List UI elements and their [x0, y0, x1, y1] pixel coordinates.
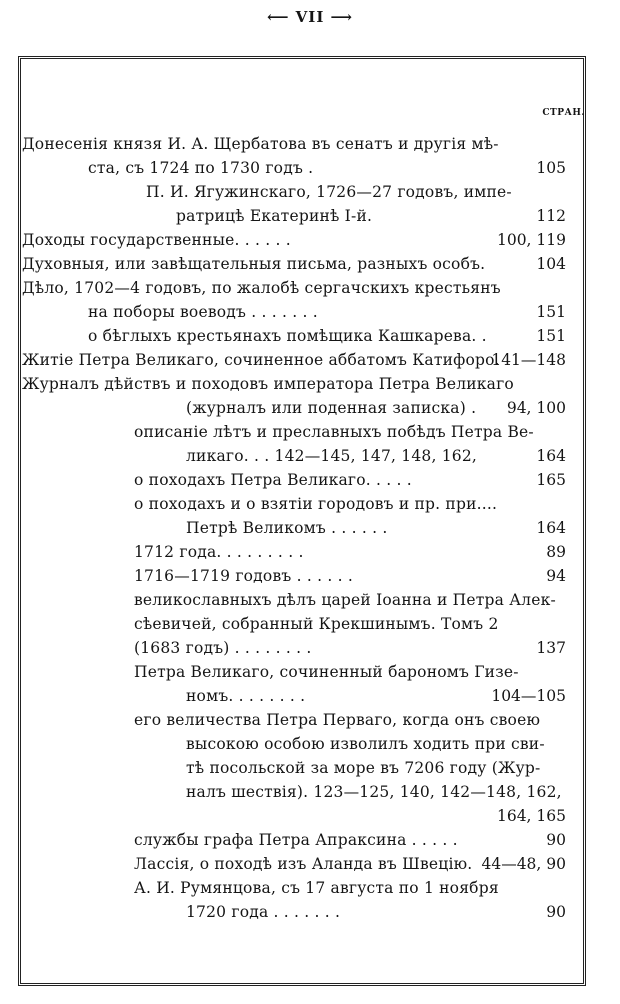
- entry-pages: 44—48, 90: [481, 855, 566, 873]
- entry-pages: 164, 165: [496, 807, 566, 825]
- index-line: [186, 517, 566, 539]
- entry-text: Петрѣ Великомъ . . . . . .: [186, 519, 388, 537]
- index-line: [134, 565, 566, 587]
- entry-text: Доходы государственные. . . . . .: [22, 231, 291, 249]
- index-line: [134, 829, 566, 851]
- entry-text: сѣевичей, собранный Крекшинымъ. Томъ 2: [134, 615, 499, 633]
- entry-text: высокою особою изволилъ ходить при сви-: [186, 735, 545, 753]
- entry-pages: 112: [536, 207, 566, 225]
- index-line: [176, 205, 566, 227]
- entry-pages: 105: [536, 159, 566, 177]
- entry-text: его величества Петра Перваго, когда онъ своею: [134, 711, 541, 729]
- index-line: [134, 541, 566, 563]
- entry-pages: 151: [536, 303, 566, 321]
- index-line: [134, 421, 566, 443]
- index-line: [22, 373, 566, 395]
- index-line: [134, 613, 566, 635]
- entry-pages: 94, 100: [506, 399, 566, 417]
- index-line: [22, 253, 566, 275]
- entry-text: Житіе Петра Великаго, сочиненное аббатомъ Катифоро.: [22, 351, 500, 369]
- entry-text: о походахъ и о взятіи городовъ и пр. при....: [134, 495, 498, 513]
- entry-text: Лассія, о походѣ изъ Аланда въ Швецію.: [134, 855, 473, 873]
- index-line: [134, 493, 566, 515]
- entry-pages: 90: [546, 831, 566, 849]
- entry-pages: 94: [546, 567, 566, 585]
- index-line: [22, 349, 566, 371]
- entry-text: 1720 года . . . . . . .: [186, 903, 341, 921]
- entry-text: 1712 года. . . . . . . . .: [134, 543, 304, 561]
- entry-text: великославныхъ дѣлъ царей Іоанна и Петра Алек-: [134, 591, 556, 609]
- entry-text: П. И. Ягужинскаго, 1726—27 годовъ, импе-: [146, 183, 512, 201]
- index-line: [88, 301, 566, 323]
- entry-text: тѣ посольской за море въ 7206 году (Жур-: [186, 759, 541, 777]
- entry-text: (журналъ или поденная записка) .: [186, 399, 477, 417]
- entry-pages: 137: [536, 639, 566, 657]
- entry-text: Журналъ дѣйствъ и походовъ императора Петра Великаго: [22, 375, 514, 393]
- entry-text: номъ. . . . . . . .: [186, 687, 306, 705]
- entry-text: ста, съ 1724 по 1730 годъ .: [88, 159, 314, 177]
- index-line: [134, 589, 566, 611]
- index-line: [186, 733, 566, 755]
- entry-text: ликаго. . . 142—145, 147, 148, 162,: [186, 447, 478, 465]
- entry-text: Дѣло, 1702—4 годовъ, по жалобѣ сергачскихъ крестьянъ: [22, 279, 501, 297]
- index-line: [134, 469, 566, 491]
- entry-text: Донесенія князя И. А. Щербатова въ сенатъ и другія мѣ-: [22, 135, 499, 153]
- entry-pages: 151: [536, 327, 566, 345]
- entry-pages: 164: [536, 447, 566, 465]
- entry-pages: 165: [536, 471, 566, 489]
- entry-pages: 164: [536, 519, 566, 537]
- index-line: [22, 277, 566, 299]
- entry-text: (1683 годъ) . . . . . . . .: [134, 639, 312, 657]
- entry-pages: 104: [536, 255, 566, 273]
- index-line: [186, 781, 566, 803]
- entry-text: ратрицѣ Екатеринѣ I-й.: [176, 207, 373, 225]
- entry-pages: 89: [546, 543, 566, 561]
- entry-text: налъ шествія). 123—125, 140, 142—148, 162,: [186, 783, 562, 801]
- index-line: [186, 805, 566, 827]
- index-line: [186, 445, 566, 467]
- index-line: [186, 685, 566, 707]
- entry-pages: 141—148: [491, 351, 566, 369]
- entry-text: Петра Великаго, сочиненный барономъ Гизе-: [134, 663, 519, 681]
- entry-pages: 100, 119: [496, 231, 566, 249]
- entry-text: описаніе лѣтъ и преславныхъ побѣдъ Петра Ве-: [134, 423, 534, 441]
- entry-text: службы графа Петра Апраксина . . . . .: [134, 831, 458, 849]
- index-line: [22, 133, 566, 155]
- entry-text: о бѣглыхъ крестьянахъ помѣщика Кашкарева. .: [88, 327, 487, 345]
- index-line: [134, 877, 566, 899]
- index-line: [88, 325, 566, 347]
- index-line: [134, 853, 566, 875]
- entry-text: на поборы воеводъ . . . . . . .: [88, 303, 318, 321]
- index-line: [134, 661, 566, 683]
- index-line: [146, 181, 566, 203]
- entry-pages: 104—105: [491, 687, 566, 705]
- index-line: [186, 901, 566, 923]
- index-line: [134, 709, 566, 731]
- index-line: [88, 157, 566, 179]
- entry-text: Духовныя, или завѣщательныя письма, разныхъ особъ.: [22, 255, 486, 273]
- index-line: [22, 229, 566, 251]
- index-line: [186, 757, 566, 779]
- index-line: [134, 637, 566, 659]
- page-number-header: ⟵ VII ⟶: [266, 8, 354, 26]
- entry-pages: 90: [546, 903, 566, 921]
- index-line: [186, 397, 566, 419]
- column-label: СТРАН.: [542, 108, 585, 118]
- entry-text: о походахъ Петра Великаго. . . . .: [134, 471, 412, 489]
- entry-text: 1716—1719 годовъ . . . . . .: [134, 567, 353, 585]
- entry-text: А. И. Румянцова, съ 17 августа по 1 ноября: [134, 879, 499, 897]
